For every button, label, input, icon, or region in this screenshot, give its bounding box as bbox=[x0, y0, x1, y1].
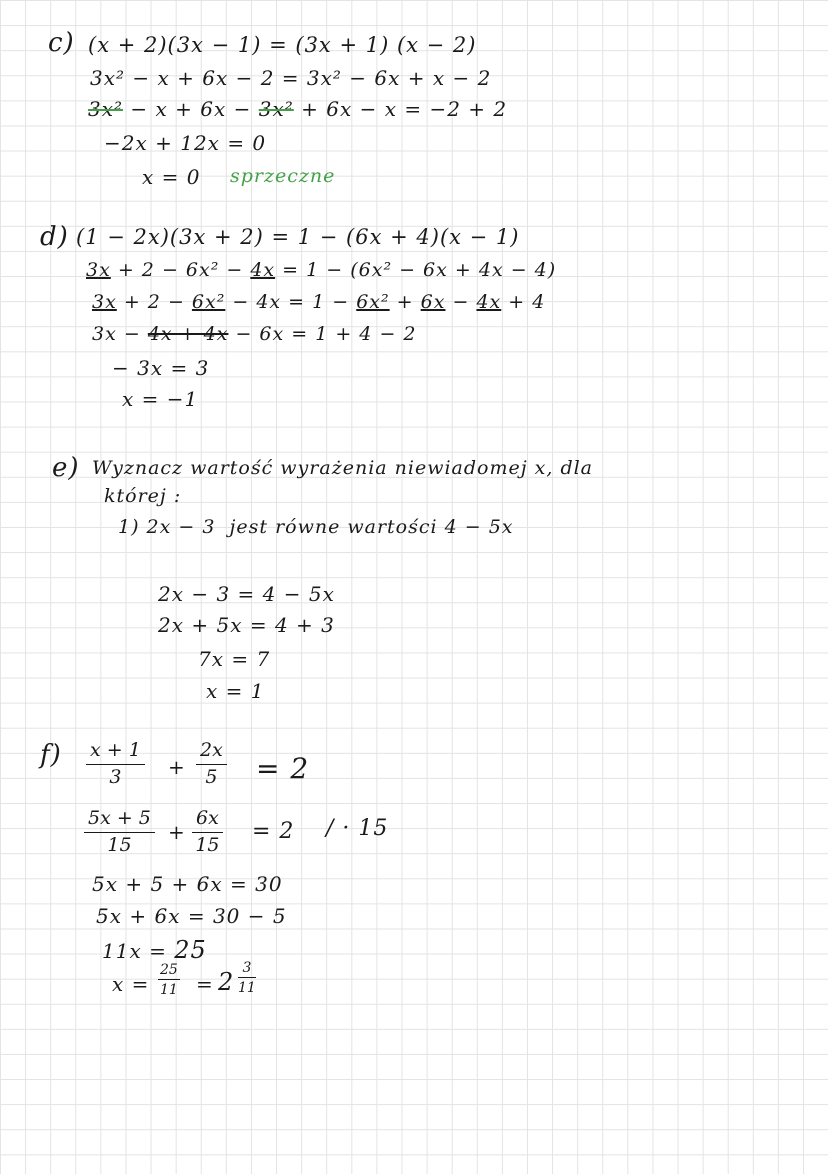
f-equals-1: = 2 bbox=[256, 752, 310, 785]
c-line-3-struck-term: 3x² bbox=[258, 97, 294, 121]
c-line-2: 3x² − x + 6x − 2 = 3x² − 6x + x − 2 bbox=[90, 66, 492, 90]
e-line-1: 2x − 3 = 4 − 5x bbox=[158, 582, 335, 606]
c-line-1: (x + 2)(3x − 1) = (3x + 1) (x − 2) bbox=[88, 33, 477, 57]
f-line-3: 5x + 5 + 6x = 30 bbox=[92, 872, 283, 896]
d-line-4: 3x − 4x + 4x − 6x = 1 + 4 − 2 bbox=[92, 323, 417, 345]
f-line-6-x: x = bbox=[112, 972, 150, 996]
f-line-4: 5x + 6x = 30 − 5 bbox=[96, 904, 287, 928]
f-fraction-5: $\frac{25}{11}$ bbox=[160, 962, 178, 999]
label-f: f) bbox=[40, 740, 62, 770]
label-c: c) bbox=[48, 28, 75, 58]
d-line-5: − 3x = 3 bbox=[112, 356, 210, 380]
label-e: e) bbox=[52, 453, 80, 483]
f-mixed-whole: 2 bbox=[218, 968, 235, 996]
f-multiply-note: / · 15 bbox=[326, 816, 389, 841]
f-plus-1: + bbox=[168, 755, 186, 779]
e-task-line-3: 1) 2x − 3 jest równe wartości 4 − 5x bbox=[118, 516, 514, 538]
c-line-3: 3x² − x + 6x − 3x² + 6x − x = −2 + 2 bbox=[88, 97, 508, 121]
d-line-1: (1 − 2x)(3x + 2) = 1 − (6x + 4)(x − 1) bbox=[76, 225, 520, 249]
f-fraction-2: $\frac{2x}{5}$ bbox=[196, 740, 227, 789]
f-line-5: 11x = 25 bbox=[102, 936, 207, 964]
f-line-6-equals: = bbox=[196, 972, 214, 996]
label-d: d) bbox=[40, 222, 69, 252]
e-line-3: 7x = 7 bbox=[198, 647, 271, 671]
c-line-4: −2x + 12x = 0 bbox=[104, 131, 267, 155]
f-equals-2: = 2 bbox=[252, 819, 295, 844]
e-task-line-2: której : bbox=[104, 485, 182, 507]
f-fraction-4: $\frac{6x}{15}$ bbox=[192, 808, 223, 857]
e-line-2: 2x + 5x = 4 + 3 bbox=[158, 613, 335, 637]
f-fraction-3: $\frac{5x + 5}{15}$ bbox=[84, 808, 155, 857]
e-line-4: x = 1 bbox=[206, 679, 265, 703]
d-line-2: 3x + 2 − 6x² − 4x = 1 − (6x² − 6x + 4x − 4) bbox=[86, 259, 557, 281]
d-line-6: x = −1 bbox=[122, 387, 199, 411]
c-note-contradiction: sprzeczne bbox=[230, 165, 336, 187]
f-fraction-1: $\frac{x + 1}{3}$ bbox=[86, 740, 145, 789]
f-fraction-6: $\frac{3}{11}$ bbox=[238, 960, 256, 997]
f-plus-2: + bbox=[168, 820, 186, 844]
c-line-5: x = 0 bbox=[142, 165, 201, 189]
e-task-line-1: Wyznacz wartość wyrażenia niewiadomej x, dla bbox=[92, 457, 594, 479]
d-line-3: 3x + 2 − 6x² − 4x = 1 − 6x² + 6x − 4x + 4 bbox=[92, 291, 546, 313]
c-line-3-struck-term: 3x² bbox=[88, 97, 124, 121]
